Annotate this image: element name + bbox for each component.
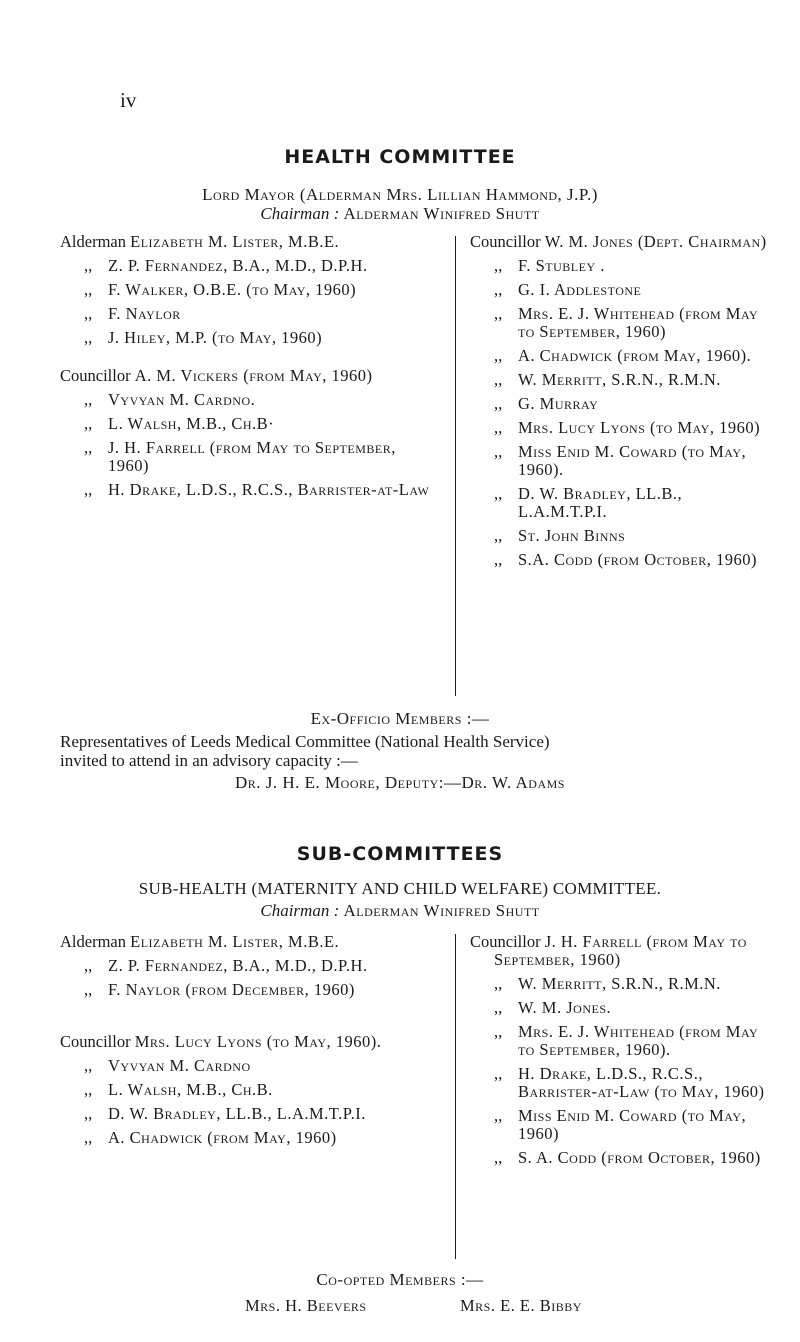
member-name: W. M. Jones (Dept. Chairman)	[544, 232, 767, 251]
ditto-mark: ,,	[84, 328, 93, 347]
member-name: W. M. Jones.	[518, 998, 612, 1017]
page-number: iv	[120, 88, 137, 112]
member-name: H. Drake, L.D.S., R.C.S., Barrister-at-Law	[108, 480, 430, 499]
ditto-mark: ,,	[84, 480, 93, 499]
member-name: Vyvyan M. Cardno.	[108, 390, 256, 409]
ditto-mark: ,,	[494, 418, 503, 437]
list-item	[470, 999, 770, 1017]
list-item	[470, 257, 770, 275]
list-item	[470, 233, 770, 251]
list-item	[60, 1081, 440, 1099]
chairman-line	[0, 205, 800, 223]
chairman-label: Chairman :	[260, 204, 340, 223]
member-name: D. W. Bradley, LL.B., L.A.M.T.P.I.	[108, 1104, 366, 1123]
member-name: W. Merritt, S.R.N., R.M.N.	[518, 974, 721, 993]
ditto-mark: ,,	[494, 304, 503, 323]
list-item	[470, 443, 770, 479]
ditto-mark: ,,	[84, 1056, 93, 1075]
list-item	[60, 233, 440, 251]
ditto-mark: ,,	[494, 1148, 503, 1167]
health-committee-title: HEALTH COMMITTEE	[284, 146, 516, 168]
ditto-mark: ,,	[84, 280, 93, 299]
ditto-mark: ,,	[494, 1106, 503, 1125]
member-name: F. Stubley .	[518, 256, 605, 275]
ditto-mark: ,,	[494, 974, 503, 993]
ditto-mark: ,,	[494, 280, 503, 299]
list-item	[60, 415, 440, 433]
list-item	[470, 419, 770, 437]
lord-mayor-chairman-line: Lord Mayor (Alderman Mrs. Lillian Hammond, J.P.)	[202, 185, 598, 204]
list-item	[470, 1107, 770, 1143]
member-name: Vyvyan M. Cardno	[108, 1056, 251, 1075]
column-divider	[455, 934, 456, 1259]
chairman-name: Alderman Winifred Shutt	[343, 204, 540, 223]
member-name: S.A. Codd (from October, 1960)	[518, 550, 758, 569]
list-item	[470, 975, 770, 993]
member-name: Z. P. Fernandez, B.A., M.D., D.P.H.	[108, 256, 368, 275]
list-item	[60, 257, 440, 275]
member-name: F. Walker, O.B.E. (to May, 1960)	[108, 280, 357, 299]
list-item	[470, 1023, 770, 1059]
representatives-line-1: Representatives of Leeds Medical Committee (National Health Service)	[60, 732, 550, 751]
list-item	[470, 281, 770, 299]
list-item	[470, 1065, 770, 1101]
member-name: Mrs. Lucy Lyons (to May, 1960).	[134, 1032, 382, 1051]
member-name: J. H. Farrell (from May to September, 1960)	[108, 438, 396, 475]
member-name: Mrs. E. J. Whitehead (from May to September, 1960)	[518, 304, 759, 341]
list-item	[470, 551, 770, 569]
ditto-mark: ,,	[494, 484, 503, 503]
member-prefix: Councillor	[60, 366, 131, 385]
ditto-mark: ,,	[494, 1022, 503, 1041]
health-committee-left-column	[60, 233, 440, 505]
ditto-mark: ,,	[494, 526, 503, 545]
member-name: G. I. Addlestone	[518, 280, 642, 299]
member-name: D. W. Bradley, LL.B., L.A.M.T.P.I.	[518, 484, 683, 521]
ditto-mark: ,,	[84, 1080, 93, 1099]
list-item	[60, 1033, 440, 1051]
ditto-mark: ,,	[84, 256, 93, 275]
list-item	[60, 933, 440, 951]
list-item	[470, 395, 770, 413]
health-committee-right-column	[470, 233, 770, 575]
ditto-mark: ,,	[84, 980, 93, 999]
member-name: A. M. Vickers (from May, 1960)	[134, 366, 373, 385]
member-name: A. Chadwick (from May, 1960)	[108, 1128, 337, 1147]
member-prefix: Councillor	[60, 1032, 131, 1051]
member-prefix: Councillor	[470, 932, 541, 951]
list-item	[60, 367, 440, 385]
member-name: J. H. Farrell (from May to September, 1960)	[494, 932, 747, 969]
sub-committee-right-column	[470, 933, 770, 1173]
list-item	[60, 1129, 440, 1147]
list-item	[470, 485, 770, 521]
ditto-mark: ,,	[84, 438, 93, 457]
member-name: H. Drake, L.D.S., R.C.S., Barrister-at-Law (to May, 1960)	[518, 1064, 765, 1101]
member-name: F. Naylor	[108, 304, 181, 323]
list-item	[470, 347, 770, 365]
member-name: A. Chadwick (from May, 1960).	[518, 346, 752, 365]
ditto-mark: ,,	[84, 414, 93, 433]
list-item	[60, 391, 440, 409]
chairman-label: Chairman :	[260, 901, 340, 920]
ditto-mark: ,,	[494, 1064, 503, 1083]
sub-committee-chairman-line	[0, 902, 800, 920]
chairman-name: Alderman Winifred Shutt	[343, 901, 540, 920]
representatives-names: Dr. J. H. E. Moore, Deputy:—Dr. W. Adams	[235, 773, 565, 792]
ditto-mark: ,,	[84, 304, 93, 323]
sub-committee-left-column	[60, 933, 440, 1153]
member-name: L. Walsh, M.B., Ch.B.	[108, 1080, 273, 1099]
member-name: St. John Binns	[518, 526, 626, 545]
sub-committee-subtitle: SUB-HEALTH (MATERNITY AND CHILD WELFARE) COMMITTEE.	[138, 879, 662, 898]
member-name: Mrs. E. J. Whitehead (from May to September, 1960).	[518, 1022, 759, 1059]
sub-committees-title: SUB-COMMITTEES	[296, 843, 504, 865]
list-item	[470, 1149, 770, 1167]
member-name: J. Hiley, M.P. (to May, 1960)	[108, 328, 323, 347]
ditto-mark: ,,	[84, 390, 93, 409]
list-item	[60, 305, 440, 323]
member-name: Mrs. Lucy Lyons (to May, 1960)	[518, 418, 761, 437]
ditto-mark: ,,	[494, 394, 503, 413]
list-item	[470, 371, 770, 389]
list-item	[470, 527, 770, 545]
ex-officio-heading: Ex-Officio Members :—	[310, 709, 490, 728]
list-item	[60, 1105, 440, 1123]
ditto-mark: ,,	[84, 956, 93, 975]
list-item	[60, 281, 440, 299]
member-prefix: Councillor	[470, 232, 541, 251]
member-name: Miss Enid M. Coward (to May, 1960).	[518, 442, 747, 479]
member-prefix: Alderman	[60, 232, 126, 251]
list-item	[470, 933, 770, 969]
member-name: Elizabeth M. Lister, M.B.E.	[130, 232, 340, 251]
member-name: Z. P. Fernandez, B.A., M.D., D.P.H.	[108, 956, 368, 975]
ditto-mark: ,,	[494, 370, 503, 389]
co-opted-member: Mrs. H. Beevers	[245, 1296, 367, 1315]
ditto-mark: ,,	[84, 1104, 93, 1123]
member-name: L. Walsh, M.B., Ch.B·	[108, 414, 275, 433]
member-name: Miss Enid M. Coward (to May, 1960)	[518, 1106, 747, 1143]
ditto-mark: ,,	[494, 998, 503, 1017]
member-name: F. Naylor (from December, 1960)	[108, 980, 355, 999]
list-item	[60, 1057, 440, 1075]
co-opted-member: Mrs. E. E. Bibby	[460, 1296, 582, 1315]
ditto-mark: ,,	[494, 442, 503, 461]
member-name: G. Murray	[518, 394, 599, 413]
list-item	[60, 439, 440, 475]
member-name: S. A. Codd (from October, 1960)	[518, 1148, 761, 1167]
ditto-mark: ,,	[494, 550, 503, 569]
list-item	[60, 957, 440, 975]
member-prefix: Alderman	[60, 932, 126, 951]
co-opted-heading: Co-opted Members :—	[316, 1270, 484, 1289]
representatives-line-2: invited to attend in an advisory capacity :—	[60, 751, 358, 770]
ditto-mark: ,,	[494, 256, 503, 275]
ditto-mark: ,,	[84, 1128, 93, 1147]
ditto-mark: ,,	[494, 346, 503, 365]
member-name: Elizabeth M. Lister, M.B.E.	[130, 932, 340, 951]
list-item	[60, 329, 440, 347]
member-name: W. Merritt, S.R.N., R.M.N.	[518, 370, 721, 389]
column-divider	[455, 236, 456, 696]
list-item	[60, 981, 440, 999]
list-item	[60, 481, 440, 499]
list-item	[470, 305, 770, 341]
